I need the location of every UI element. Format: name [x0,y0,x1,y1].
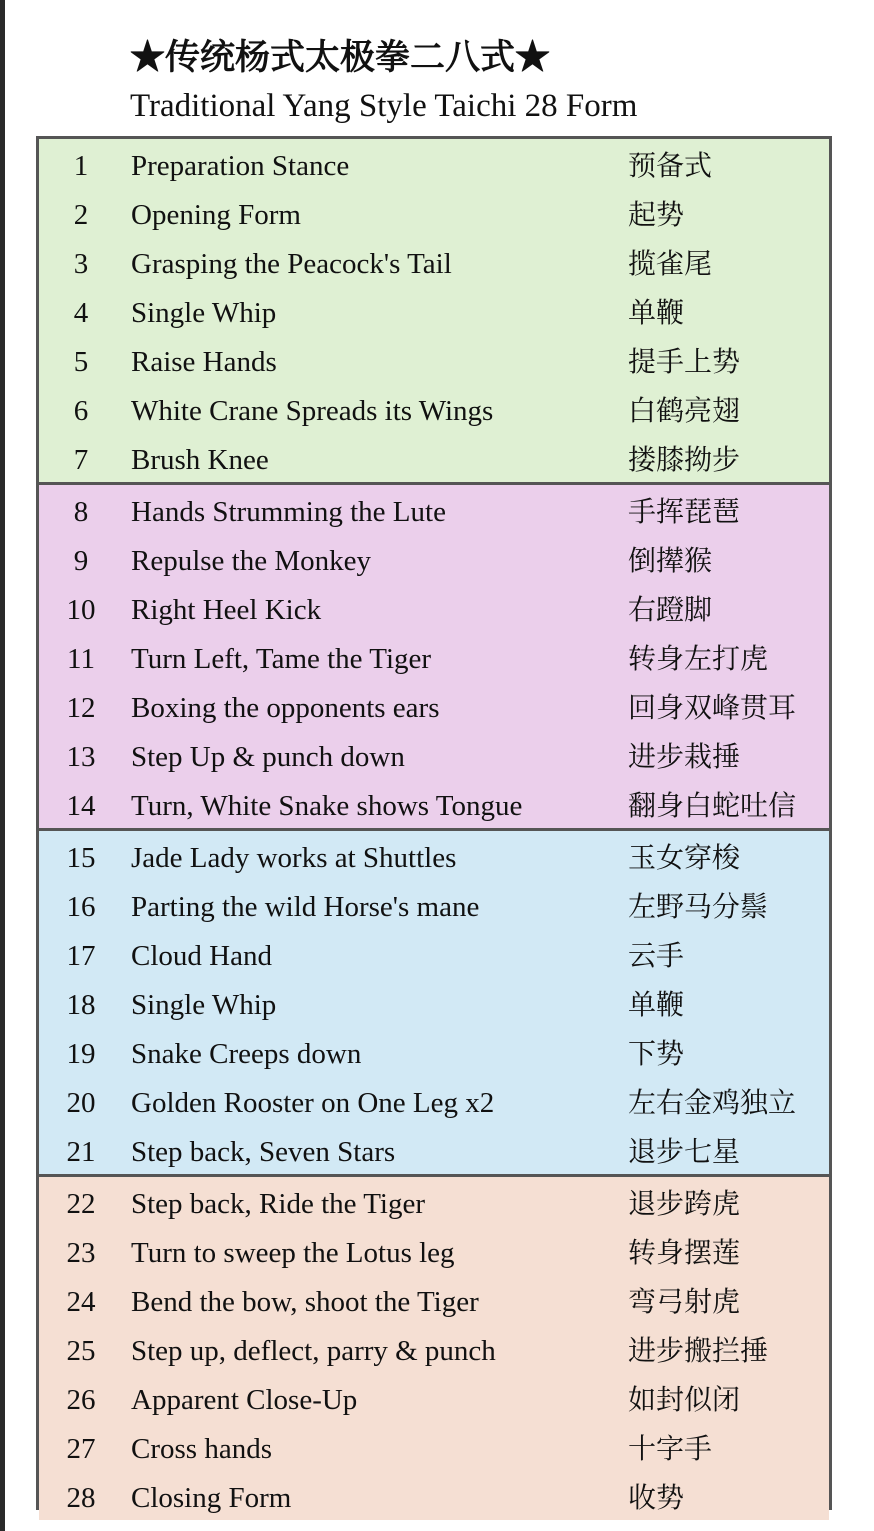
form-name-english: Bend the bow, shoot the Tiger [131,1286,479,1318]
form-name-english: Turn, White Snake shows Tongue [131,790,523,822]
form-name-english: Snake Creeps down [131,1038,362,1070]
table-row [39,384,829,433]
form-name-chinese: 手挥琵琶 [628,495,741,528]
form-name-chinese: 弯弓射虎 [628,1285,741,1318]
form-name-chinese: 进步搬拦捶 [628,1334,769,1367]
form-name-english: Grasping the Peacock's Tail [131,248,452,280]
form-number: 24 [66,1286,96,1318]
table-row [39,1324,829,1373]
table-row [39,929,829,978]
form-name-english: Closing Form [131,1482,292,1514]
forms-table [36,136,832,1514]
form-number: 18 [66,989,96,1021]
form-number: 15 [66,842,96,874]
form-name-chinese: 转身摆莲 [628,1236,741,1269]
form-name-chinese: 白鹤亮翅 [628,394,741,427]
form-name-english: Golden Rooster on One Leg x2 [131,1087,495,1119]
form-number: 21 [66,1136,96,1168]
table-row [39,831,829,880]
form-number: 6 [73,395,89,427]
form-group-4 [39,1174,829,1520]
form-name-english: Step up, deflect, parry & punch [131,1335,496,1367]
form-name-english: Jade Lady works at Shuttles [131,842,457,874]
title-english: Traditional Yang Style Taichi 28 Form [130,88,638,124]
form-name-english: Right Heel Kick [131,594,322,626]
form-name-chinese: 左右金鸡独立 [628,1086,797,1119]
form-name-chinese: 单鞭 [628,988,685,1021]
table-row [39,583,829,632]
table-row [39,880,829,929]
table-row [39,1275,829,1324]
form-name-english: Preparation Stance [131,150,350,182]
form-number: 16 [66,891,96,923]
form-name-english: Step Up & punch down [131,741,405,773]
table-row [39,1125,829,1174]
table-row [39,286,829,335]
form-number: 14 [66,790,96,822]
form-name-english: Brush Knee [131,444,269,476]
form-name-chinese: 左野马分鬃 [628,890,769,923]
table-row [39,1226,829,1275]
form-name-english: Single Whip [131,989,277,1021]
form-name-chinese: 预备式 [628,149,713,182]
form-name-english: Hands Strumming the Lute [131,496,446,528]
table-row [39,335,829,384]
form-name-chinese: 单鞭 [628,296,685,329]
table-row [39,681,829,730]
form-name-chinese: 搂膝拗步 [628,443,741,476]
table-row [39,534,829,583]
form-name-english: Raise Hands [131,346,277,378]
form-name-chinese: 倒撵猴 [628,544,713,577]
form-number: 13 [66,741,96,773]
form-name-english: Turn Left, Tame the Tiger [131,643,432,675]
form-name-chinese: 起势 [628,198,685,231]
form-number: 2 [73,199,89,231]
form-name-english: Opening Form [131,199,301,231]
form-name-english: Parting the wild Horse's mane [131,891,480,923]
table-row [39,632,829,681]
table-row [39,1076,829,1125]
form-number: 19 [66,1038,96,1070]
table-row [39,237,829,286]
table-row [39,139,829,188]
form-name-english: Cross hands [131,1433,272,1465]
form-number: 9 [73,545,89,577]
form-name-english: Single Whip [131,297,277,329]
form-name-chinese: 回身双峰贯耳 [628,691,797,724]
form-number: 27 [66,1433,96,1465]
form-number: 17 [66,940,96,972]
form-group-3 [39,828,829,1174]
form-number: 1 [73,150,89,182]
form-name-chinese: 退步七星 [628,1135,741,1168]
form-name-chinese: 收势 [628,1481,685,1514]
form-name-english: Apparent Close-Up [131,1384,358,1416]
table-row [39,485,829,534]
title-chinese: ★传统杨式太极拳二八式★ [130,37,551,78]
form-name-english: Repulse the Monkey [131,545,372,577]
form-name-english: Boxing the opponents ears [131,692,440,724]
form-name-english: Step back, Ride the Tiger [131,1188,426,1220]
form-number: 12 [66,692,96,724]
form-group-1 [39,139,829,482]
form-name-chinese: 转身左打虎 [628,642,769,675]
form-number: 4 [73,297,89,329]
table-row [39,1373,829,1422]
form-name-chinese: 云手 [628,939,685,972]
table-row [39,779,829,828]
form-name-english: Step back, Seven Stars [131,1136,396,1168]
form-name-english: White Crane Spreads its Wings [131,395,494,427]
form-number: 20 [66,1087,96,1119]
form-name-english: Cloud Hand [131,940,272,972]
form-number: 3 [73,248,89,280]
form-name-chinese: 提手上势 [628,345,741,378]
form-number: 28 [66,1482,96,1514]
form-name-chinese: 翻身白蛇吐信 [628,789,797,822]
form-number: 11 [67,643,95,675]
table-row [39,1177,829,1226]
table-row [39,433,829,482]
table-row [39,188,829,237]
table-row [39,978,829,1027]
table-row [39,1471,829,1520]
form-number: 10 [66,594,96,626]
table-row [39,730,829,779]
form-name-chinese: 玉女穿梭 [628,841,741,874]
form-group-2 [39,482,829,828]
form-number: 26 [66,1384,96,1416]
form-name-chinese: 进步栽捶 [628,740,741,773]
form-number: 22 [66,1188,96,1220]
form-number: 8 [73,496,89,528]
form-name-chinese: 退步跨虎 [628,1187,741,1220]
form-name-chinese: 揽雀尾 [628,247,713,280]
table-row [39,1027,829,1076]
form-name-chinese: 下势 [628,1037,685,1070]
form-number: 25 [66,1335,96,1367]
form-name-chinese: 十字手 [628,1432,713,1465]
form-number: 7 [73,444,89,476]
table-row [39,1422,829,1471]
left-edge-bar [0,0,5,1531]
form-number: 5 [73,346,89,378]
form-name-chinese: 如封似闭 [628,1383,741,1416]
form-number: 23 [66,1237,96,1269]
form-name-english: Turn to sweep the Lotus leg [131,1237,455,1269]
form-name-chinese: 右蹬脚 [628,593,713,626]
